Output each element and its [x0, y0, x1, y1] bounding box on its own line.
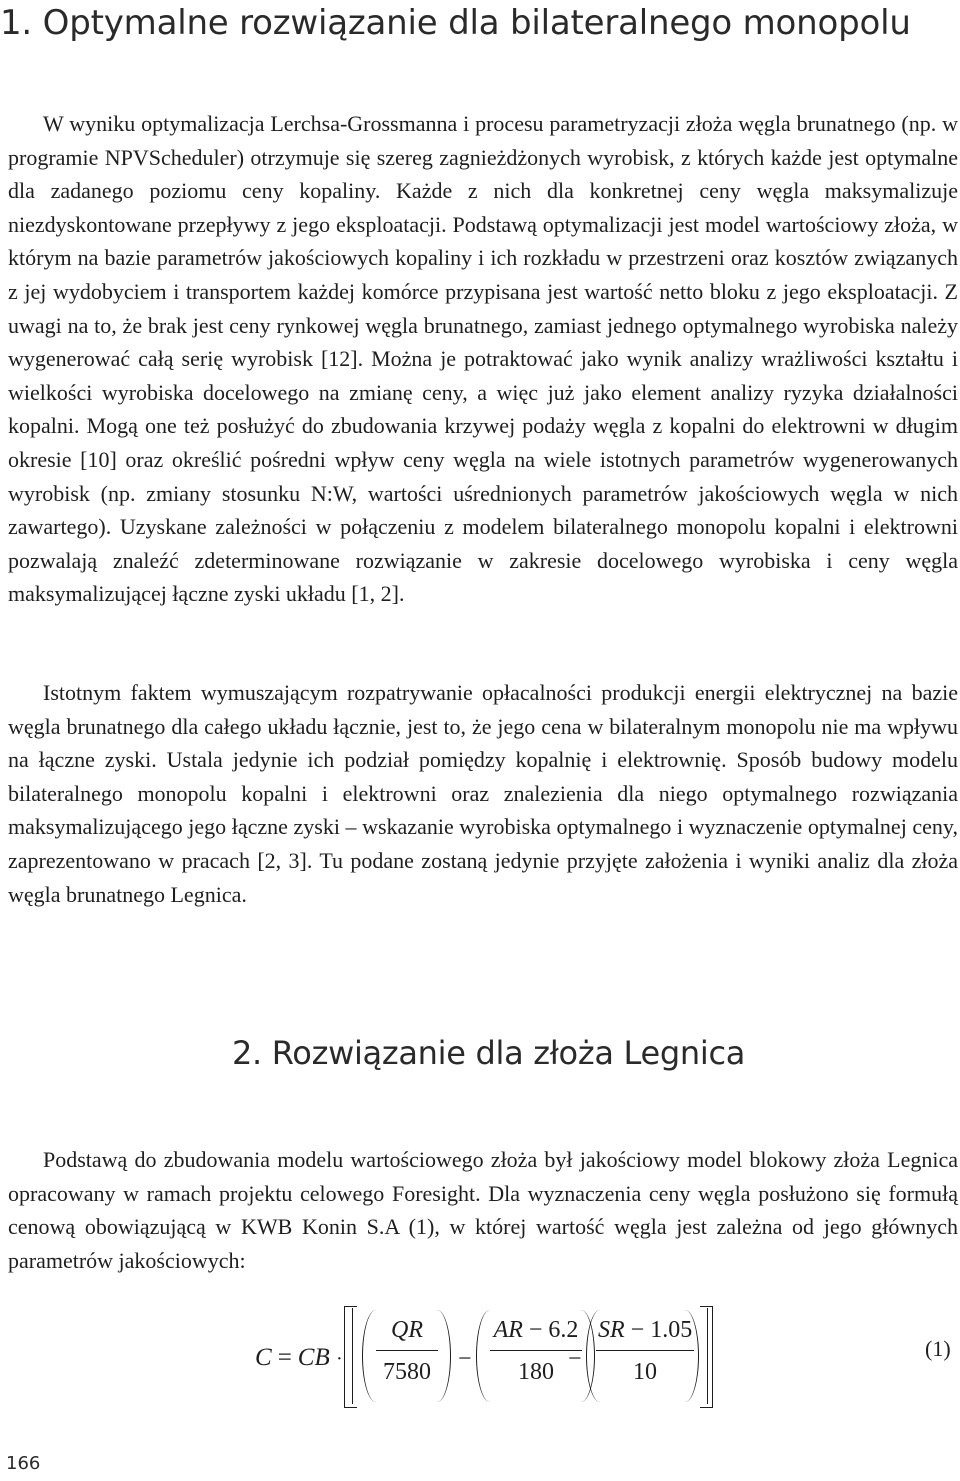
- term1-fraction: [376, 1314, 438, 1389]
- term2-numerator: [490, 1314, 582, 1346]
- section-2-paragraph-1: Podstawą do zbudowania modelu wartościowego złoża był jakościowy model blokowy złoża Legnica opracowany w ramach projektu celowego Foresight. Dla wyznaczenia ceny węgla posłużono się formułą cenową obowiązującą w KWB Konin S.A (1), w której wartość węgla jest zależna od jego głównych parametrów jakościowych:: [8, 1147, 958, 1273]
- equation-number: (1): [925, 1336, 951, 1361]
- equation-equals-sign: =: [277, 1344, 292, 1371]
- section-1-heading: 1. Optymalne rozwiązanie dla bilateralnego monopolu: [0, 3, 911, 43]
- term2-denominator: 180: [518, 1359, 554, 1385]
- price-formula-equation: [0, 1300, 960, 1420]
- equation-right-bracket: [700, 1306, 713, 1408]
- equation-multiply-dot: ·: [336, 1348, 343, 1370]
- term3-fraction-bar: [596, 1350, 694, 1351]
- term3-denominator: 10: [633, 1359, 657, 1385]
- equation-lhs: [255, 1344, 330, 1372]
- equation-minus-2: −: [568, 1346, 582, 1372]
- term2-constant: − 6.2: [522, 1317, 579, 1343]
- term1-left-paren: [362, 1310, 377, 1402]
- term3-variable: SR: [598, 1317, 625, 1343]
- term3-fraction: [596, 1314, 694, 1389]
- equation-left-bracket-inner: [352, 1308, 357, 1404]
- section-1-paragraph-1: W wyniku optymalizacja Lerchsa-Grossmanna i procesu parametryzacji złoża węgla brunatnego (np. w programie NPVScheduler) otrzymuje się szereg zagnieżdżonych wyrobisk, z których każde jest optymalne dla zadanego poziomu ceny kopaliny. Każde z nich dla konkretnej ceny węgla maksymalizuje niezdyskontowane przepływy z jego eksploatacji. Podstawą optymalizacji jest model wartościowy złoża, w którym na bazie parametrów jakościowych kopaliny i ich rozkładu w przestrzeni oraz kosztów związanych z jej wydobyciem i transportem każdej komórce przypisana jest wartość netto bloku z jego eksploatacji. Z uwagi na to, że brak jest ceny rynkowej węgla brunatnego, zamiast jednego optymalnego wyrobiska należy wygenerować całą serię wyrobisk [12]. Można je potraktować jako wynik analizy wrażliwości kształtu i wielkości wyrobiska docelowego na zmianę ceny, a więc już jako element analizy ryzyka działalności kopalni. Mogą one też posłużyć do zbudowania krzywej podaży węgla z kopalni do elektrowni w długim okresie [10] oraz określić pośredni wpływ ceny węgla na wiele istotnych parametrów wygenerowanych wyrobisk (np. zmiany stosunku N:W, wartości uśrednionych parametrów jakościowych węgla w nich zawartego). Uzyskane zależności w połączeniu z modelem bilateralnego monopolu kopalni i elektrowni pozwalają znaleźć zdeterminowane rozwiązanie w zakresie docelowego wyrobiska i ceny węgla maksymalizującej łączne zyski układu [1, 2].: [8, 111, 958, 607]
- term2-left-paren: [476, 1310, 491, 1402]
- equation-minus-1: −: [458, 1346, 472, 1372]
- term1-fraction-bar: [376, 1350, 438, 1351]
- equation-variable-cb: CB: [297, 1344, 330, 1371]
- equation-variable-c: C: [255, 1344, 272, 1371]
- section-1-paragraph-2: Istotnym faktem wymuszającym rozpatrywanie opłacalności produkcji energii elektrycznej na bazie węgla brunatnego dla całego układu łącznie, jest to, że jego cena w bilateralnym monopolu nie ma wpływu na łączne zyski. Ustala jedynie ich podział pomiędzy kopalnię i elektrownię. Sposób budowy modelu bilateralnego monopolu kopalni i elektrowni oraz znalezienia dla niego optymalnego rozwiązania maksymalizującego jego łączne zyski – wskazanie wyrobiska optymalnego i wyznaczenie optymalnej ceny, zaprezentowano w pracach [2, 3]. Tu podane zostaną jedynie przyjęte założenia i wyniki analiz dla złoża węgla brunatnego Legnica.: [8, 680, 958, 907]
- term1-numerator: QR: [391, 1317, 423, 1343]
- section-2-heading: 2. Rozwiązanie dla złoża Legnica: [232, 1034, 746, 1072]
- term3-constant: − 1.05: [624, 1317, 693, 1343]
- term1-right-paren: [436, 1310, 451, 1402]
- term2-variable: AR: [493, 1317, 523, 1343]
- term1-denominator: 7580: [383, 1359, 431, 1385]
- page-number: 166: [6, 1453, 41, 1474]
- term3-numerator: [596, 1314, 694, 1346]
- term3-right-paren: [684, 1310, 699, 1402]
